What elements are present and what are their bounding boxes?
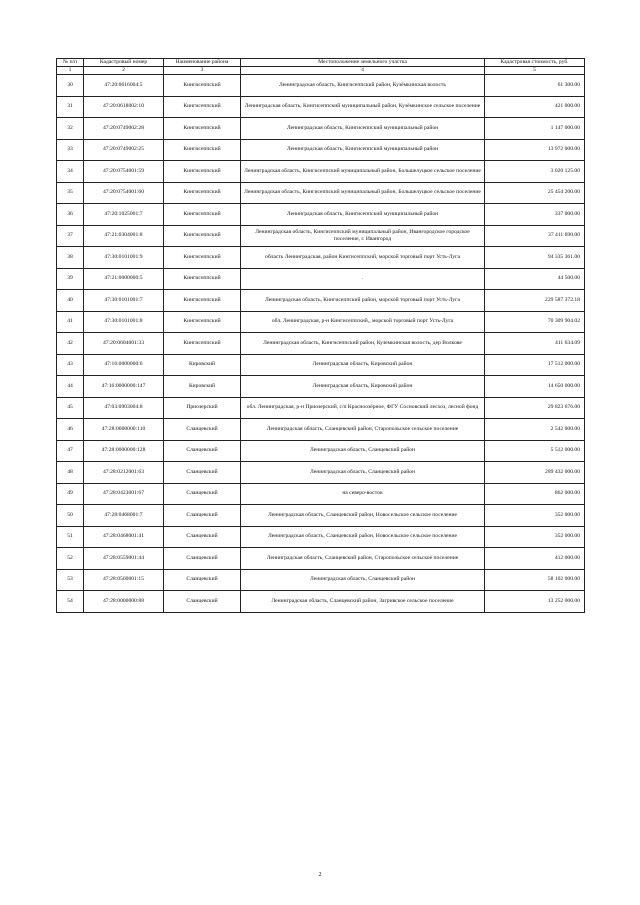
- district-cell: Кингисеппский: [164, 75, 241, 97]
- location-cell: .: [241, 268, 485, 290]
- header-cadastral-number: Кадастровый номер: [84, 59, 164, 67]
- cadastral-value-cell: 352 000.00: [485, 526, 585, 548]
- table-row: [57, 268, 585, 290]
- district-cell: Кингисеппский: [164, 118, 241, 140]
- table-body: [57, 75, 585, 613]
- district-cell: Сланцевский: [164, 440, 241, 462]
- table-row: [57, 505, 585, 527]
- location-cell: Ленинградская область, Сланцевский район: [241, 440, 485, 462]
- cadastral-number-cell: 47:20:1025001:7: [84, 204, 164, 226]
- district-cell: Кировский: [164, 354, 241, 376]
- location-cell: Ленинградская область, Кингисеппский район, морской торговый порт Усть-Луга: [241, 290, 485, 312]
- district-cell: Сланцевский: [164, 462, 241, 484]
- location-cell: Ленинградская область, Сланцевский район, Загривское сельское поселение: [241, 591, 485, 613]
- cadastral-value-cell: 17 512 000.00: [485, 354, 585, 376]
- district-cell: Сланцевский: [164, 526, 241, 548]
- row-number-cell: 48: [57, 462, 84, 484]
- row-number-cell: 43: [57, 354, 84, 376]
- row-number-cell: 31: [57, 96, 84, 118]
- cadastral-number-cell: 47:21:0304001:8: [84, 225, 164, 247]
- cadastral-number-cell: 47:28:0000000:128: [84, 440, 164, 462]
- column-number-row: [57, 67, 585, 75]
- row-number-cell: 54: [57, 591, 84, 613]
- row-number-cell: 30: [57, 75, 84, 97]
- cadastral-number-cell: 47:28:0212001:63: [84, 462, 164, 484]
- location-cell: Ленинградская область, Сланцевский район: [241, 569, 485, 591]
- cadastral-number-cell: 47:20:0616004:5: [84, 75, 164, 97]
- cadastral-number-cell: 47:30:0101001:9: [84, 247, 164, 269]
- cadastral-number-cell: 47:16:0000000:147: [84, 376, 164, 398]
- table-row: [57, 290, 585, 312]
- cadastral-number-cell: 47:30:0101001:8: [84, 311, 164, 333]
- district-cell: Сланцевский: [164, 548, 241, 570]
- cadastral-value-cell: 337 000.00: [485, 204, 585, 226]
- cadastral-number-cell: 47:28:0000000:88: [84, 591, 164, 613]
- table-row: [57, 526, 585, 548]
- table-row: [57, 569, 585, 591]
- column-number: 4: [241, 67, 485, 75]
- district-cell: Кингисеппский: [164, 204, 241, 226]
- header-location: Местоположение земельного участка: [241, 59, 485, 67]
- table-row: [57, 333, 585, 355]
- table-row: [57, 376, 585, 398]
- table-row: [57, 204, 585, 226]
- location-cell: Ленинградская область, Кингисеппский муниципальный район: [241, 118, 485, 140]
- district-cell: Кингисеппский: [164, 311, 241, 333]
- district-cell: Кингисеппский: [164, 268, 241, 290]
- district-cell: Кингисеппский: [164, 247, 241, 269]
- row-number-cell: 36: [57, 204, 84, 226]
- column-number: 3: [164, 67, 241, 75]
- cadastral-value-cell: 2 542 000.00: [485, 419, 585, 441]
- table-row: [57, 440, 585, 462]
- district-cell: Кингисеппский: [164, 225, 241, 247]
- cadastral-number-cell: 47:20:0754001:59: [84, 161, 164, 183]
- cadastral-value-cell: 411 634.09: [485, 333, 585, 355]
- table-row: [57, 548, 585, 570]
- table-row: [57, 591, 585, 613]
- row-number-cell: 53: [57, 569, 84, 591]
- cadastral-number-cell: 47:28:0423001:67: [84, 483, 164, 505]
- location-cell: Ленинградская область, Сланцевский район, Новосельское сельское поселение: [241, 505, 485, 527]
- row-number-cell: 35: [57, 182, 84, 204]
- row-number-cell: 42: [57, 333, 84, 355]
- location-cell: Ленинградская область, Сланцевский район: [241, 462, 485, 484]
- cadastral-value-cell: 289 432 000.00: [485, 462, 585, 484]
- location-cell: Ленинградская область, Кингисеппский муниципальный район: [241, 139, 485, 161]
- cadastral-value-cell: 352 000.00: [485, 505, 585, 527]
- cadastral-number-cell: 47:28:0560001:15: [84, 569, 164, 591]
- table-row: [57, 96, 585, 118]
- column-number: 1: [57, 67, 84, 75]
- row-number-cell: 38: [57, 247, 84, 269]
- district-cell: Сланцевский: [164, 483, 241, 505]
- district-cell: Сланцевский: [164, 591, 241, 613]
- column-number: 5: [485, 67, 585, 75]
- location-cell: обл. Ленинградская, р-н Приозерский, с/п Красноозёрное, ФГУ Сосновский лесхоз, лесной фонд: [241, 397, 485, 419]
- column-number: 2: [84, 67, 164, 75]
- table-row: [57, 419, 585, 441]
- header-cadastral-value: Кадастровая стоимость, руб.: [485, 59, 585, 67]
- location-cell: Ленинградская область, Кингисеппский район, Кузёмкинская волость: [241, 75, 485, 97]
- table-row: [57, 483, 585, 505]
- district-cell: Кингисеппский: [164, 161, 241, 183]
- cadastral-value-cell: 14 650 000.00: [485, 376, 585, 398]
- location-cell: Ленинградская область, Кингисеппский район, Куземкинская волость, дер Волкове: [241, 333, 485, 355]
- row-number-cell: 33: [57, 139, 84, 161]
- row-number-cell: 50: [57, 505, 84, 527]
- location-cell: Ленинградская область, Кингисеппский муниципальный район, Большелуцкое сельское поселение: [241, 182, 485, 204]
- location-cell: область Ленинградская, район Кингисеппский, морской торговый порт Усть-Луга: [241, 247, 485, 269]
- table-row: [57, 247, 585, 269]
- cadastral-number-cell: 47:28:0000000:110: [84, 419, 164, 441]
- location-cell: Ленинградская область, Кингисеппский муниципальный район, Кузёмкинское сельское поселение: [241, 96, 485, 118]
- cadastral-number-cell: 47:20:0749002:28: [84, 118, 164, 140]
- cadastral-value-cell: 5 512 000.00: [485, 440, 585, 462]
- location-cell: Ленинградская область, Кингисеппский муниципальный район, Большелуцкое сельское поселение: [241, 161, 485, 183]
- cadastral-number-cell: 47:20:0618002:10: [84, 96, 164, 118]
- district-cell: Кингисеппский: [164, 182, 241, 204]
- district-cell: Сланцевский: [164, 569, 241, 591]
- district-cell: Кингисеппский: [164, 96, 241, 118]
- district-cell: Сланцевский: [164, 505, 241, 527]
- location-cell: Ленинградская область, Кингисеппский муниципальный район, Ивангородское городское поселение, г. Ивангород: [241, 225, 485, 247]
- table-row: [57, 75, 585, 97]
- cadastral-value-cell: 13 252 000.00: [485, 591, 585, 613]
- location-cell: Ленинградская область, Кировский район: [241, 376, 485, 398]
- table-row: [57, 311, 585, 333]
- location-cell: Ленинградская область, Сланцевский район, Новосельское сельское поселение: [241, 526, 485, 548]
- row-number-cell: 49: [57, 483, 84, 505]
- cadastral-number-cell: 47:20:0604001:33: [84, 333, 164, 355]
- district-cell: Сланцевский: [164, 419, 241, 441]
- district-cell: Кингисеппский: [164, 139, 241, 161]
- cadastral-value-cell: 25 454 200.00: [485, 182, 585, 204]
- location-cell: Ленинградская область, Сланцевский район, Старопольское сельское поселение: [241, 548, 485, 570]
- page-number: 2: [318, 872, 322, 878]
- cadastral-value-cell: 862 000.00: [485, 483, 585, 505]
- district-cell: Кировский: [164, 376, 241, 398]
- cadastral-value-cell: 70 309 904.02: [485, 311, 585, 333]
- cadastral-value-cell: 44 500.00: [485, 268, 585, 290]
- cadastral-number-cell: 47:20:0749002:25: [84, 139, 164, 161]
- row-number-cell: 46: [57, 419, 84, 441]
- row-number-cell: 52: [57, 548, 84, 570]
- header-number: № п/п: [57, 59, 84, 67]
- cadastral-number-cell: 47:28:0468001:7: [84, 505, 164, 527]
- table-row: [57, 118, 585, 140]
- district-cell: Кингисеппский: [164, 333, 241, 355]
- location-cell: Ленинградская область, Кировский район: [241, 354, 485, 376]
- cadastral-value-cell: 3 020 125.00: [485, 161, 585, 183]
- cadastral-value-cell: 13 972 000.00: [485, 139, 585, 161]
- header-district: Наименование района: [164, 59, 241, 67]
- row-number-cell: 45: [57, 397, 84, 419]
- land-plots-table: [56, 58, 585, 613]
- row-number-cell: 34: [57, 161, 84, 183]
- row-number-cell: 41: [57, 311, 84, 333]
- table-row: [57, 182, 585, 204]
- table-row: [57, 225, 585, 247]
- cadastral-value-cell: 94 335 361.00: [485, 247, 585, 269]
- table-row: [57, 397, 585, 419]
- table-header-row: [57, 59, 585, 67]
- cadastral-value-cell: 1 147 000.00: [485, 118, 585, 140]
- cadastral-value-cell: 421 000.00: [485, 96, 585, 118]
- row-number-cell: 32: [57, 118, 84, 140]
- cadastral-value-cell: 61 300.00: [485, 75, 585, 97]
- location-cell: Ленинградская область, Сланцевский район, Старопольское сельское поселение: [241, 419, 485, 441]
- table-row: [57, 354, 585, 376]
- district-cell: Приозерский: [164, 397, 241, 419]
- cadastral-number-cell: 47:21:0000000:5: [84, 268, 164, 290]
- location-cell: на северо-восток: [241, 483, 485, 505]
- row-number-cell: 44: [57, 376, 84, 398]
- row-number-cell: 40: [57, 290, 84, 312]
- cadastral-value-cell: 229 587 372.18: [485, 290, 585, 312]
- row-number-cell: 51: [57, 526, 84, 548]
- row-number-cell: 37: [57, 225, 84, 247]
- cadastral-number-cell: 47:16:0000000:6: [84, 354, 164, 376]
- document-page: [56, 58, 584, 613]
- location-cell: Ленинградская область, Кингисеппский муниципальный район: [241, 204, 485, 226]
- cadastral-number-cell: 47:30:0101001:7: [84, 290, 164, 312]
- cadastral-value-cell: 29 823 676.00: [485, 397, 585, 419]
- location-cell: обл. Ленинградская, р-н Кингисеппский,, морской торговый порт Усть-Луга: [241, 311, 485, 333]
- cadastral-number-cell: 47:20:0754001:60: [84, 182, 164, 204]
- cadastral-number-cell: 47:28:0559001:44: [84, 548, 164, 570]
- cadastral-value-cell: 58 102 000.00: [485, 569, 585, 591]
- cadastral-number-cell: 47:28:0468001:41: [84, 526, 164, 548]
- district-cell: Кингисеппский: [164, 290, 241, 312]
- cadastral-value-cell: 412 000.00: [485, 548, 585, 570]
- cadastral-number-cell: 47:03:0903004:8: [84, 397, 164, 419]
- table-row: [57, 139, 585, 161]
- table-row: [57, 462, 585, 484]
- table-row: [57, 161, 585, 183]
- cadastral-value-cell: 37 411 690.00: [485, 225, 585, 247]
- row-number-cell: 47: [57, 440, 84, 462]
- row-number-cell: 39: [57, 268, 84, 290]
